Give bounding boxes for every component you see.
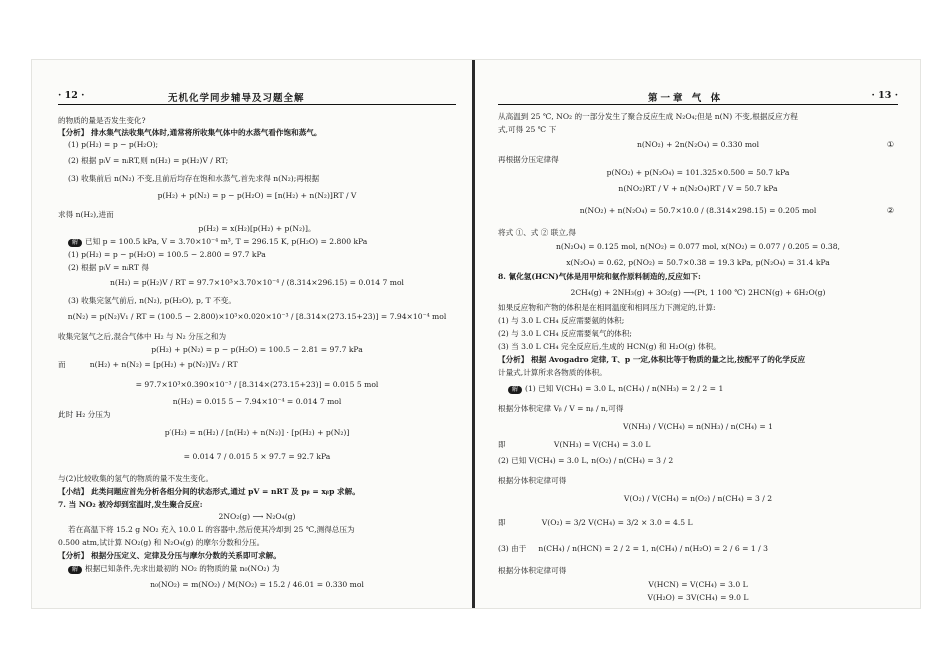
chapter-title: 第一章 气 体 bbox=[648, 93, 724, 104]
text-line: (3) 收集完氢气前后, n(N₂), p(H₂O), p, T 不变。 bbox=[68, 296, 236, 305]
text-line: 式,可得 25 ℃ 下 bbox=[498, 125, 557, 134]
text-line: (2) 根据 pᵢV = nᵢRT,则 n(H₂) = p(H₂)V / RT; bbox=[68, 156, 229, 165]
text-line: (1) p(H₂) = p − p(H₂O) = 100.5 − 2.800 = 97.7 kPa bbox=[68, 250, 266, 259]
text-line: (2) 与 3.0 L CH₄ 反应需要氧气的体积; bbox=[498, 329, 632, 338]
equation-line: V(H₂O) = 3V(CH₄) = 9.0 L bbox=[647, 593, 749, 602]
text-line: 根据分体积定律可得 bbox=[498, 566, 567, 575]
left-page-header bbox=[58, 90, 456, 105]
left-page bbox=[58, 60, 456, 608]
text-line: (2) 已知 V(CH₄) = 3.0 L, n(O₂) / n(CH₄) = 3 / 2 bbox=[498, 456, 674, 465]
equation-number: ② bbox=[886, 206, 894, 215]
equation-line: = 97.7×10³×0.390×10⁻³ / [8.314×(273.15+23)] = 0.015 5 mol bbox=[135, 380, 379, 389]
text-line: 收集完氢气之后,混合气体中 H₂ 与 N₂ 分压之和为 bbox=[58, 332, 227, 341]
solution-badge-icon: 解 bbox=[508, 386, 522, 394]
text-line: 与(2)比较收集的氢气的物质的量不发生变化。 bbox=[58, 474, 214, 483]
text-line: 的物质的量是否发生变化? bbox=[58, 116, 146, 125]
equation-line: V(HCN) = V(CH₄) = 3.0 L bbox=[648, 580, 748, 589]
text-line: 如果反应物和产物的体积是在相同温度和相同压力下测定的,计算: bbox=[498, 303, 716, 312]
text-line: (2) 根据 pᵢV = nᵢRT 得 bbox=[68, 263, 149, 272]
solution-text: 根据已知条件,先求出最初的 NO₂ 的物质的量 n₀(NO₂) 为 bbox=[85, 564, 280, 573]
solution-badge-icon: 解 bbox=[68, 566, 82, 574]
equation-line: = 0.014 7 / 0.015 5 × 97.7 = 92.7 kPa bbox=[183, 452, 331, 461]
equation-line: 即 V(O₂) = 3/2 V(CH₄) = 3/2 × 3.0 = 4.5 L bbox=[498, 518, 693, 527]
right-page-header bbox=[498, 90, 898, 105]
book-gutter bbox=[472, 60, 475, 608]
equation-line: p(H₂) = x(H₂)[p(H₂) + p(N₂)]。 bbox=[198, 224, 316, 233]
equation-line: 2NO₂(g) ⟶ N₂O₄(g) bbox=[218, 512, 296, 521]
equation-line: n(N₂O₄) = 0.125 mol, n(NO₂) = 0.077 mol, x(NO₂) = 0.077 / 0.205 = 0.38, bbox=[556, 242, 840, 251]
solution-line bbox=[68, 237, 367, 246]
text-line: (1) 与 3.0 L CH₄ 反应需要氨的体积; bbox=[498, 316, 625, 325]
equation-line: V(O₂) / V(CH₄) = n(O₂) / n(CH₄) = 3 / 2 bbox=[623, 494, 773, 503]
equation-line: 即 V(NH₃) = V(CH₄) = 3.0 L bbox=[498, 440, 651, 449]
solution-badge-icon: 解 bbox=[68, 239, 82, 247]
equation-line: p′(H₂) = n(H₂) / [n(H₂) + n(N₂)] · [p(H₂) + p(N₂)] bbox=[164, 428, 350, 437]
text-line: (1) p(H₂) = p − p(H₂O); bbox=[68, 140, 159, 149]
book-title: 无机化学同步辅导及习题全解 bbox=[168, 93, 305, 104]
question-line: 7. 当 NO₂ 被冷却到室温时,发生聚合反应: bbox=[58, 500, 203, 509]
solution-text: (1) 已知 V(CH₄) = 3.0 L, n(CH₄) / n(NH₃) = 2 / 2 = 1 bbox=[525, 384, 724, 393]
text-line: 根据分体积定律可得 bbox=[498, 476, 567, 485]
solution-line bbox=[68, 564, 279, 573]
left-page-number: · 12 · bbox=[58, 90, 85, 101]
equation-line: n(NO₂)RT / V + n(N₂O₄)RT / V = 50.7 kPa bbox=[618, 184, 778, 193]
equation-line: n(H₂) = 0.015 5 − 7.94×10⁻⁴ = 0.014 7 mol bbox=[172, 397, 342, 406]
text-line: 再根据分压定律得 bbox=[498, 155, 559, 164]
equation-line bbox=[498, 140, 898, 149]
right-page bbox=[498, 60, 898, 608]
text-line: 从高温到 25 ℃, NO₂ 的一部分发生了聚合反应生成 N₂O₄;但是 n(N) 不变,根据反应方程 bbox=[498, 112, 798, 121]
equation-line: n₀(NO₂) = m(NO₂) / M(NO₂) = 15.2 / 46.01 = 0.330 mol bbox=[150, 580, 364, 589]
text-line: (3) 收集前后 n(N₂) 不变,且前后均存在饱和水蒸气,首先求得 n(N₂);再根据 bbox=[68, 174, 320, 183]
text-line: 求得 n(H₂),进而 bbox=[58, 210, 114, 219]
text-line: 将式 ①、式 ② 联立,得 bbox=[498, 228, 576, 237]
text-line: 计量式,计算所求各物质的体积。 bbox=[498, 368, 607, 377]
equation-line bbox=[498, 206, 898, 215]
summary-line: 【小结】 此类问题应首先分析各组分间的状态形式,通过 pV = nRT 及 pᵦ = xᵦp 求解。 bbox=[58, 487, 360, 496]
analysis-line: 【分析】 根据 Avogadro 定律, T、p 一定,体积比等于物质的量之比,按配平了的化学反应 bbox=[498, 355, 806, 364]
equation-line: (3) 由于 n(CH₄) / n(HCN) = 2 / 2 = 1, n(CH₄) / n(H₂O) = 2 / 6 = 1 / 3 bbox=[498, 544, 768, 553]
right-page-number: · 13 · bbox=[871, 90, 898, 101]
text-line: 根据分体积定律 Vᵦ / V = nᵦ / n,可得 bbox=[498, 404, 624, 413]
equation-line: V(NH₃) / V(CH₄) = n(NH₃) / n(CH₄) = 1 bbox=[622, 422, 773, 431]
equation-line: p(NO₂) + p(N₂O₄) = 101.325×0.500 = 50.7 kPa bbox=[606, 168, 790, 177]
equation-number: ① bbox=[886, 140, 894, 149]
solution-line bbox=[508, 384, 723, 393]
equation-text: n(NO₂) + 2n(N₂O₄) = 0.330 mol bbox=[636, 140, 760, 149]
text-line: 0.500 atm,试计算 NO₂(g) 和 N₂O₄(g) 的摩尔分数和分压。 bbox=[58, 538, 265, 547]
solution-text: 已知 p = 100.5 kPa, V = 3.70×10⁻⁴ m³, T = 296.15 K, p(H₂O) = 2.800 kPa bbox=[85, 237, 368, 246]
equation-text: n(NO₂) + n(N₂O₄) = 50.7×10.0 / (8.314×298.15) = 0.205 mol bbox=[579, 206, 817, 215]
equation-line: 而 n(H₂) + n(N₂) = [p(H₂) + p(N₂)]V₂ / RT bbox=[58, 360, 238, 369]
equation-line: n(H₂) = p(H₂)V / RT = 97.7×10³×3.70×10⁻⁴ / (8.314×296.15) = 0.014 7 mol bbox=[110, 278, 404, 287]
equation-line: p(H₂) + p(N₂) = p − p(H₂O) = 100.5 − 2.81 = 97.7 kPa bbox=[151, 345, 363, 354]
equation-line: n(N₂) = p(N₂)V₁ / RT = (100.5 − 2.800)×10³×0.020×10⁻³ / [8.314×(273.15+23)] = 7.94×10⁻⁴ mol bbox=[67, 312, 447, 321]
analysis-line: 【分析】 排水集气法收集气体时,通常将所收集气体中的水蒸气看作饱和蒸气。 bbox=[58, 128, 322, 137]
text-line: 此时 H₂ 分压为 bbox=[58, 410, 111, 419]
text-line: (3) 当 3.0 L CH₄ 完全反应后,生成的 HCN(g) 和 H₂O(g) 体积。 bbox=[498, 342, 721, 351]
equation-line: x(N₂O₄) = 0.62, p(NO₂) = 50.7×0.38 = 19.3 kPa, p(N₂O₄) = 31.4 kPa bbox=[566, 258, 830, 267]
text-line: 若在高温下将 15.2 g NO₂ 充入 10.0 L 的容器中,然后使其冷却到 25 ℃,测得总压为 bbox=[68, 525, 355, 534]
question-line: 8. 氰化氢(HCN)气体是用甲烷和氨作原料制造的,反应如下: bbox=[498, 272, 701, 281]
equation-line: p(H₂) + p(N₂) = p − p(H₂O) = [n(H₂) + n(N₂)]RT / V bbox=[157, 191, 357, 200]
analysis-line: 【分析】 根据分压定义、定律及分压与摩尔分数的关系即可求解。 bbox=[58, 551, 281, 560]
equation-line: 2CH₄(g) + 2NH₃(g) + 3O₂(g) ⟶(Pt, 1 100 ℃) 2HCN(g) + 6H₂O(g) bbox=[570, 288, 826, 297]
